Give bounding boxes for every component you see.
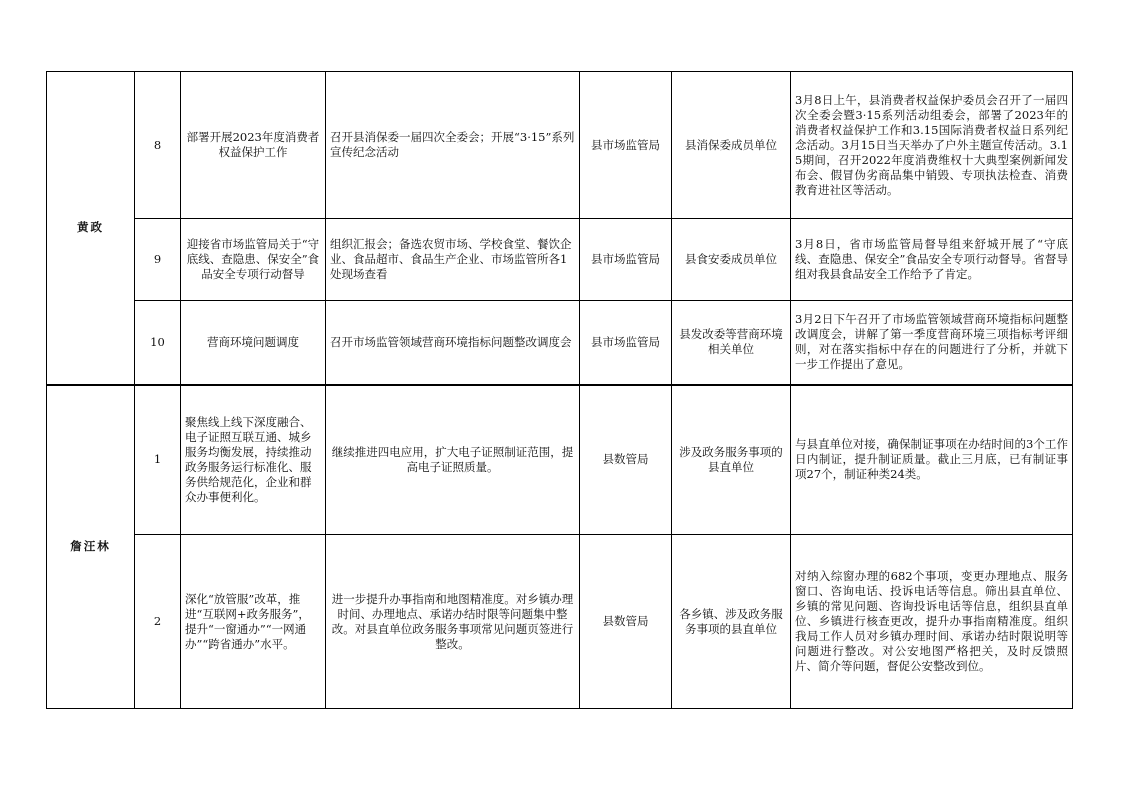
task-cell: 聚焦线上线下深度融合、电子证照互联互通、城乡服务均衡发展，持续推动政务服务运行标准化、服务供给规范化，企业和群众办事便利化。 [181,385,326,535]
table-row [47,385,1073,535]
progress-cell: 与县直单位对接，确保制证事项在办结时间的3个工作日内制证，提升制证质量。截止三月底，已有制证事项27个，制证种类24类。 [791,385,1073,535]
progress-cell: 对纳入综窗办理的682个事项，变更办理地点、服务窗口、咨询电话、投诉电话等信息。筛出县直单位、乡镇的常见问题、咨询投诉电话等信息，组织县直单位、乡镇进行核查更改，提升办事指南精准度。组织我局工作人员对乡镇办理时间、承诺办结时限说明等问题进行整改。对公安地图严格把关，及时反馈照片、简介等问题，督促公安整改到位。 [791,535,1073,709]
task-cell: 营商环境问题调度 [181,301,326,385]
measure-cell: 继续推进四电应用，扩大电子证照制证范围，提高电子证照质量。 [326,385,580,535]
task-cell: 部署开展2023年度消费者权益保护工作 [181,72,326,219]
measure-cell: 召开市场监管领域营商环境指标问题整改调度会 [326,301,580,385]
task-cell: 迎接省市场监管局关于“守底线、查隐患、保安全”食品安全专项行动督导 [181,219,326,301]
row-number: 2 [135,535,181,709]
leader-cell: 黄政 [47,72,135,385]
row-number: 1 [135,385,181,535]
lead-unit-cell: 县数管局 [580,535,672,709]
measure-cell: 组织汇报会；备选农贸市场、学校食堂、餐饮企业、食品超市、食品生产企业、市场监管所各1处现场查看 [326,219,580,301]
table-row [47,535,1073,709]
row-number: 9 [135,219,181,301]
leader-cell: 詹汪林 [47,385,135,709]
table-row [47,301,1073,385]
coop-unit-cell: 各乡镇、涉及政务服务事项的县直单位 [672,535,791,709]
work-progress-table [46,71,1073,709]
lead-unit-cell: 县市场监管局 [580,301,672,385]
measure-cell: 召开县消保委一届四次全委会；开展“3·15”系列宣传纪念活动 [326,72,580,219]
task-cell: 深化“放管服”改革，推进“互联网+政务服务”，提升“一窗通办”“一网通办”“跨省通办”水平。 [181,535,326,709]
coop-unit-cell: 县食安委成员单位 [672,219,791,301]
progress-cell: 3月8日，省市场监管局督导组来舒城开展了“守底线、查隐患、保安全”食品安全专项行动督导。省督导组对我县食品安全工作给予了肯定。 [791,219,1073,301]
coop-unit-cell: 县消保委成员单位 [672,72,791,219]
measure-cell: 进一步提升办事指南和地图精准度。对乡镇办理时间、办理地点、承诺办结时限等问题集中整改。对县直单位政务服务事项常见问题页签进行整改。 [326,535,580,709]
progress-cell: 3月8日上午，县消费者权益保护委员会召开了一届四次全委会暨3·15系列活动组委会，部署了2023年的消费者权益保护工作和3.15国际消费者权益日系列纪念活动。3月15日当天举办了户外主题宣传活动。3.15期间，召开2022年度消费维权十大典型案例新闻发布会、假冒伪劣商品集中销毁、专项执法检查、消费教育进社区等活动。 [791,72,1073,219]
table-row [47,219,1073,301]
row-number: 8 [135,72,181,219]
coop-unit-cell: 涉及政务服务事项的县直单位 [672,385,791,535]
progress-cell: 3月2日下午召开了市场监管领域营商环境指标问题整改调度会，讲解了第一季度营商环境三项指标考评细则，对在落实指标中存在的问题进行了分析，并就下一步工作提出了意见。 [791,301,1073,385]
table-row [47,72,1073,219]
lead-unit-cell: 县市场监管局 [580,219,672,301]
row-number: 10 [135,301,181,385]
lead-unit-cell: 县数管局 [580,385,672,535]
lead-unit-cell: 县市场监管局 [580,72,672,219]
coop-unit-cell: 县发改委等营商环境相关单位 [672,301,791,385]
